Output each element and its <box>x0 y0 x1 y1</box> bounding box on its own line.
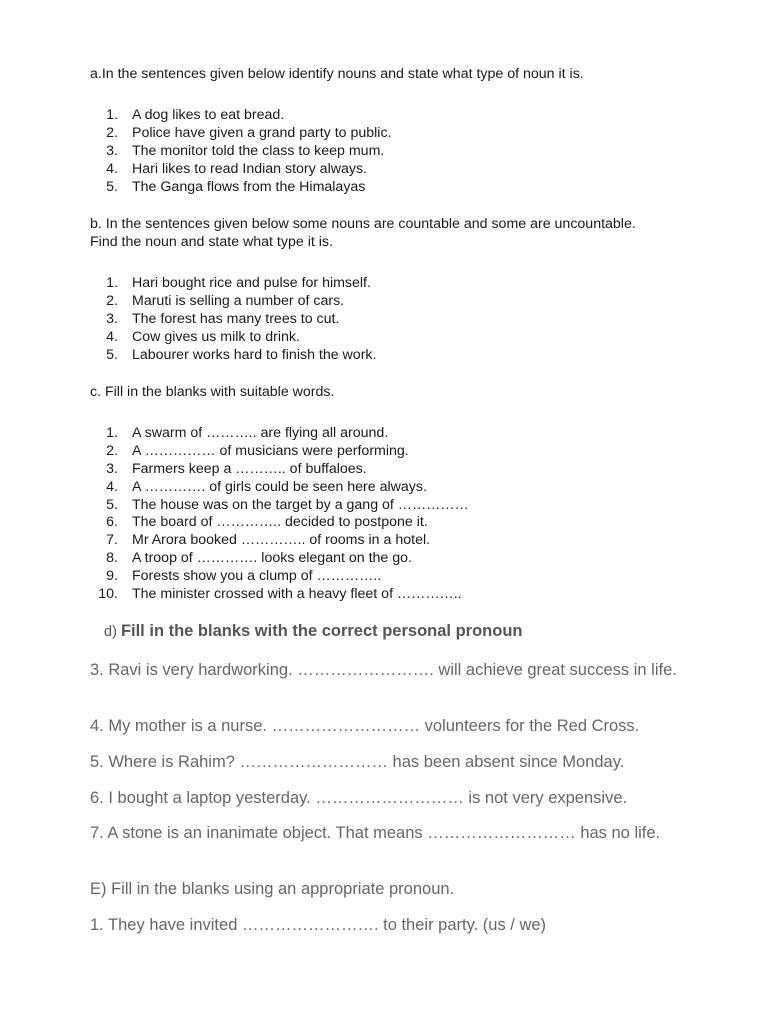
list-item: 8. A troop of …………. looks elegant on the go. <box>106 550 412 567</box>
list-item: 7. Mr Arora booked ………….. of rooms in a hotel. <box>106 532 431 549</box>
question-d4: 4. My mother is a nurse. ……………………… volunteers for the Red Cross. <box>90 717 640 735</box>
list-item: 4. Cow gives us milk to drink. <box>106 328 300 345</box>
list-item: 1. A swarm of ……….. are flying all around. <box>106 425 389 441</box>
list-item: 4. Hari likes to read Indian story always. <box>106 160 367 177</box>
list-item: 5. Labourer works hard to finish the work. <box>106 346 377 363</box>
section-d-prefix: d) <box>104 624 117 640</box>
section-c-heading: c. Fill in the blanks with suitable words. <box>90 384 335 400</box>
section-a-list <box>90 107 391 196</box>
list-item: 3. Farmers keep a ……….. of buffaloes. <box>106 460 367 477</box>
question-d7: 7. A stone is an inanimate object. That means ……………………… has no life. <box>90 824 661 842</box>
question-d6: 6. I bought a laptop yesterday. ……………………… is not very expensive. <box>90 789 628 807</box>
list-item: 10. The minister crossed with a heavy fleet of ………….. <box>98 586 462 603</box>
section-b-heading-line1: b. In the sentences given below some nouns are countable and some are uncountable. <box>90 216 636 232</box>
list-item: 9. Forests show you a clump of ………….. <box>106 568 382 585</box>
section-c-list <box>90 425 469 604</box>
question-e1: 1. They have invited ……………………. to their party. (us / we) <box>90 916 547 934</box>
section-a-heading: a.In the sentences given below identify nouns and state what type of noun it is. <box>90 66 584 82</box>
section-b-list <box>90 275 376 364</box>
section-b-heading-line2: Find the noun and state what type it is. <box>90 234 333 250</box>
question-d3: 3. Ravi is very hardworking. ……………………. will achieve great success in life. <box>90 661 677 679</box>
list-item: 5. The house was on the target by a gang of …………… <box>106 496 469 513</box>
list-item: 5. The Ganga flows from the Himalayas <box>106 178 366 195</box>
list-item: 6. The board of ………….. decided to postpone it. <box>106 514 428 531</box>
question-d5: 5. Where is Rahim? ……………………… has been absent since Monday. <box>90 753 625 771</box>
list-item: 2. Police have given a grand party to public. <box>106 124 392 141</box>
list-item: 2. Maruti is selling a number of cars. <box>106 292 345 309</box>
list-item: 3. The forest has many trees to cut. <box>106 310 340 327</box>
list-item: 1. A dog likes to eat bread. <box>106 107 285 123</box>
section-d-heading <box>104 622 522 641</box>
section-e-heading: E) Fill in the blanks using an appropriate pronoun. <box>90 880 455 898</box>
list-item: 2. A …………… of musicians were performing. <box>106 442 409 459</box>
list-item: 1. Hari bought rice and pulse for himself. <box>106 275 371 291</box>
list-item: 3. The monitor told the class to keep mum. <box>106 142 385 159</box>
list-item: 4. A …………. of girls could be seen here always. <box>106 478 427 495</box>
section-d-title: Fill in the blanks with the correct personal pronoun <box>120 622 523 640</box>
